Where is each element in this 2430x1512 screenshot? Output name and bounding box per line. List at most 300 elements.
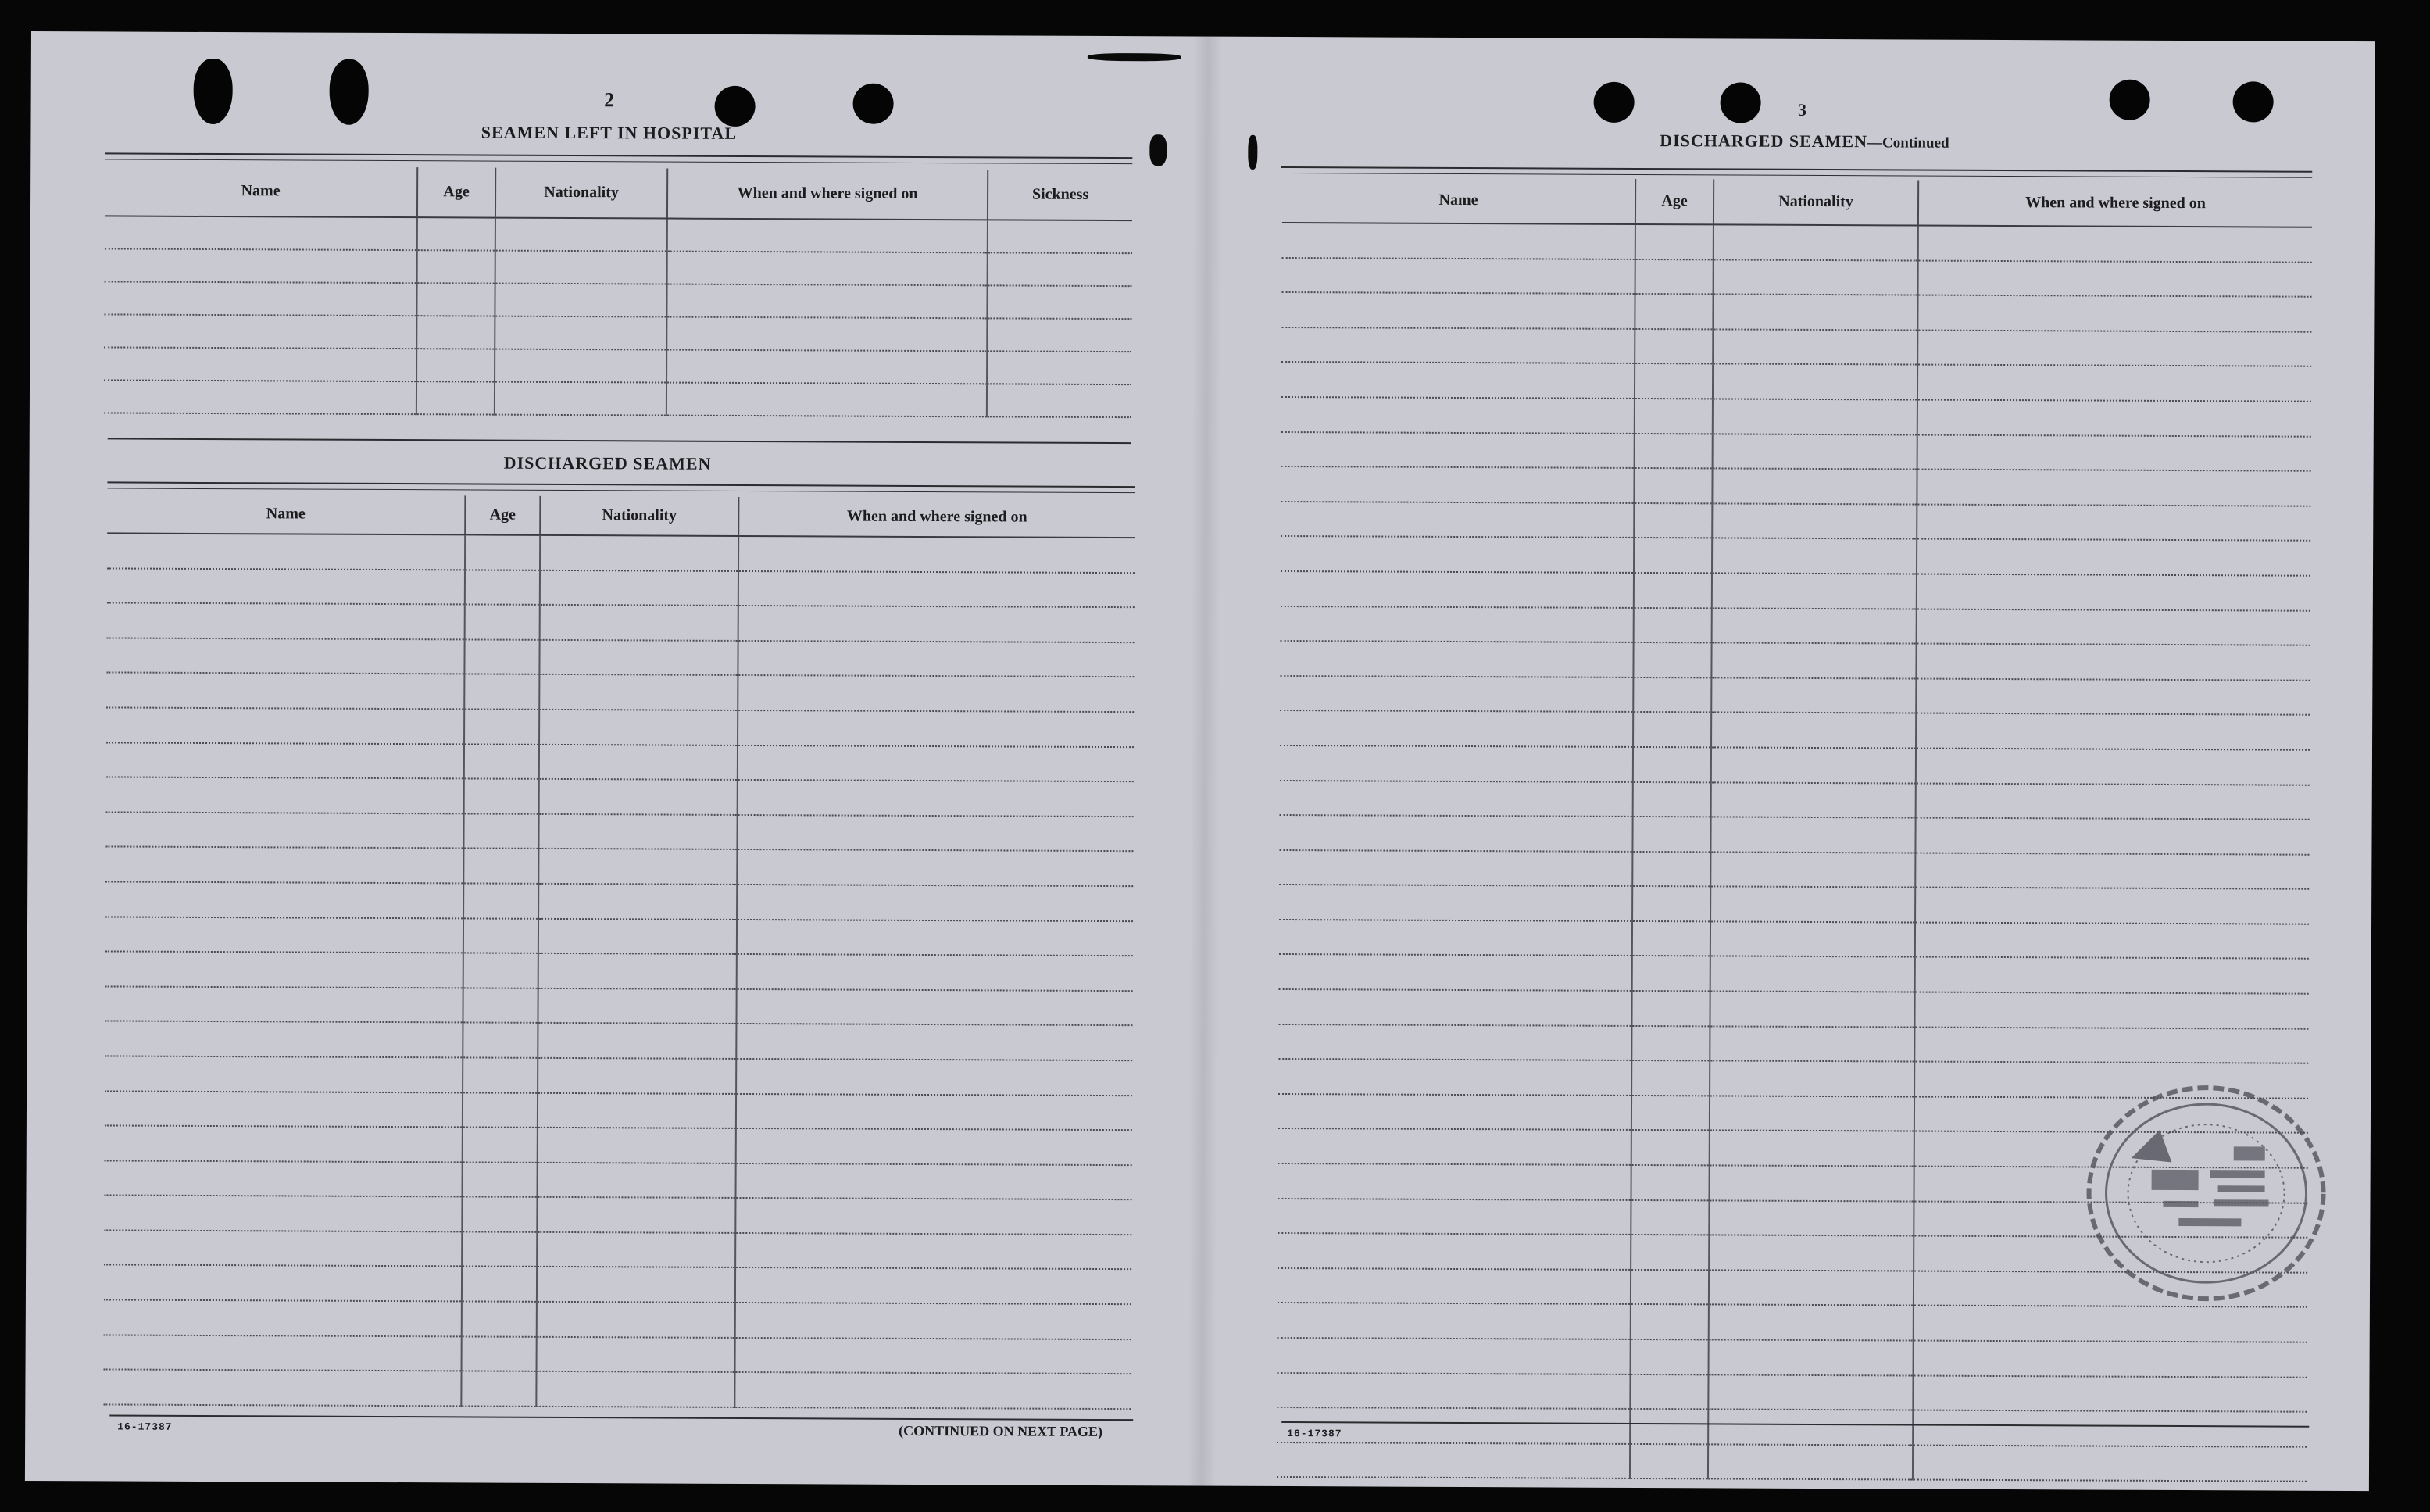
table-cell (1712, 608, 1917, 644)
table-cell (1913, 1410, 2307, 1447)
table-cell (1633, 781, 1711, 817)
table-cell (538, 953, 737, 989)
table-row (105, 1160, 1132, 1199)
discharged-section-title: DISCHARGED SEAMEN (503, 452, 712, 474)
table-cell (1713, 295, 1917, 331)
table-cell (106, 777, 464, 814)
table-cell (1713, 434, 1917, 470)
table-row (1281, 432, 2311, 471)
column-header-name: Name (1282, 177, 1635, 224)
table-cell (1281, 571, 1634, 608)
table-cell (416, 349, 495, 381)
table-cell (1914, 1027, 2308, 1063)
table-cell (1913, 1445, 2307, 1482)
table-row (1278, 1338, 2307, 1377)
table-cell (1708, 1410, 1913, 1446)
column-header-sickness: Sickness (988, 170, 1132, 220)
column-header-signed-on: When and where signed on (1918, 181, 2312, 227)
table-row (1282, 223, 2312, 262)
table-row (1279, 850, 2309, 889)
table-cell (103, 1370, 461, 1407)
table-cell (105, 1126, 463, 1163)
table-row (105, 986, 1132, 1025)
table-cell (538, 884, 737, 920)
column-header-signed-on: When and where signed on (667, 169, 988, 220)
table-cell (106, 638, 464, 674)
table-row (103, 1370, 1131, 1409)
table-row (1281, 536, 2310, 575)
table-cell (987, 285, 1131, 319)
table-cell (1631, 1026, 1710, 1061)
table-cell (462, 1336, 537, 1371)
table-row (1278, 989, 2308, 1028)
table-cell (667, 219, 988, 253)
table-cell (1708, 1374, 1913, 1410)
table-cell (105, 847, 463, 884)
table-cell (1711, 643, 1916, 679)
table-cell (107, 603, 465, 640)
table-cell (1282, 223, 1635, 259)
table-cell (539, 710, 738, 745)
table-cell (735, 1163, 1131, 1200)
table-cell (1713, 329, 1917, 365)
table-cell (495, 349, 666, 383)
table-row (107, 533, 1135, 572)
table-cell (666, 350, 987, 384)
table-cell (1631, 1200, 1709, 1235)
table-cell (1630, 1409, 1708, 1444)
table-row (1281, 397, 2311, 436)
bottom-rule (109, 1414, 1133, 1421)
table-row (105, 881, 1133, 920)
table-cell (1281, 397, 1635, 434)
table-cell (495, 382, 666, 416)
table-cell (106, 707, 464, 744)
table-cell (735, 1233, 1131, 1270)
table-cell (1713, 364, 1917, 400)
table-cell (737, 849, 1133, 886)
table-cell (1710, 1096, 1914, 1131)
table-cell (738, 745, 1134, 782)
table-cell (1712, 538, 1917, 574)
table-cell (1710, 1026, 1914, 1062)
table-cell (1917, 400, 2311, 437)
table-cell (1916, 713, 2310, 750)
table-cell (463, 1057, 538, 1092)
table-row (107, 603, 1135, 642)
table-cell (1712, 469, 1917, 505)
table-row (105, 1021, 1132, 1060)
table-cell (1918, 226, 2312, 263)
table-row (1279, 815, 2309, 854)
table-cell (540, 535, 738, 571)
table-cell (104, 314, 416, 349)
table-cell (1711, 782, 1916, 818)
table-cell (988, 252, 1132, 286)
table-row (105, 1091, 1132, 1130)
table-cell (463, 953, 538, 988)
table-cell (1281, 292, 1635, 329)
table-cell (464, 779, 539, 814)
table-cell (538, 1058, 736, 1094)
table-cell (1710, 852, 1915, 888)
table-cell (465, 605, 540, 640)
table-cell (104, 1299, 462, 1336)
table-cell (1710, 956, 1915, 992)
table-cell (537, 1232, 735, 1268)
table-cell (464, 709, 539, 744)
table-cell (1710, 991, 1914, 1027)
table-cell (1916, 783, 2310, 820)
table-row (1281, 606, 2310, 645)
table-cell (1633, 712, 1711, 747)
table-cell (737, 954, 1133, 991)
table-cell (735, 1198, 1131, 1235)
table-row (1280, 780, 2310, 819)
table-cell (738, 571, 1135, 608)
table-row (105, 917, 1133, 956)
table-cell (1634, 468, 1712, 503)
table-cell (417, 217, 495, 250)
table-cell (1281, 606, 1634, 643)
table-cell (538, 1092, 736, 1128)
title-main: DISCHARGED SEAMEN (1660, 130, 1868, 152)
table-cell (105, 1160, 463, 1197)
table-cell (1635, 434, 1713, 469)
table-row (104, 281, 1131, 319)
table-row (1281, 466, 2310, 506)
table-cell (1913, 1375, 2307, 1412)
table-row (1277, 1373, 2307, 1412)
table-cell (107, 568, 465, 605)
table-header-row (105, 166, 1132, 220)
table-cell (495, 284, 666, 317)
table-cell (1634, 538, 1712, 573)
table-cell (106, 742, 464, 779)
table-row (104, 380, 1131, 417)
table-cell (104, 1230, 462, 1267)
column-header-age: Age (417, 167, 495, 217)
table-cell (105, 881, 463, 918)
table-cell (1634, 607, 1712, 642)
table-cell (1633, 747, 1711, 782)
table-cell (104, 380, 416, 414)
column-header-name: Name (105, 166, 417, 217)
table-row (106, 638, 1134, 677)
table-cell (540, 605, 738, 641)
title-continued: —Continued (1867, 134, 1949, 152)
table-row (105, 216, 1132, 253)
table-cell (1635, 399, 1713, 434)
table-cell (538, 1023, 736, 1059)
title-rule (107, 481, 1135, 493)
table-cell (538, 1128, 736, 1163)
table-cell (537, 1267, 735, 1303)
page-number: 2 (604, 88, 615, 112)
table-cell (465, 570, 540, 605)
table-cell (416, 283, 495, 316)
table-cell (666, 317, 987, 352)
table-cell (537, 1336, 735, 1372)
table-cell (1914, 1306, 2307, 1342)
table-cell (1279, 920, 1632, 956)
table-cell (1635, 259, 1714, 295)
table-cell (738, 641, 1134, 677)
table-cell (1714, 259, 1918, 295)
table-cell (1278, 1128, 1631, 1165)
table-row (105, 1126, 1132, 1165)
table-cell (737, 919, 1133, 956)
table-row (106, 707, 1134, 746)
table-cell (464, 674, 539, 710)
table-row (104, 1265, 1131, 1304)
table-cell (1917, 609, 2310, 645)
discharged-table (103, 494, 1135, 1410)
table-cell (738, 606, 1135, 642)
table-cell (539, 779, 738, 815)
title-rule (1281, 166, 2312, 178)
table-cell (736, 1059, 1132, 1096)
discharged-continued-title (1624, 130, 1984, 152)
table-cell (1282, 258, 1635, 295)
table-cell (462, 1197, 537, 1232)
table-cell (1277, 1442, 1630, 1479)
table-cell (540, 570, 738, 606)
table-cell (1281, 327, 1635, 364)
table-cell (105, 952, 463, 988)
table-cell (1631, 1165, 1709, 1200)
table-cell (536, 1371, 734, 1407)
table-cell (1917, 574, 2310, 610)
table-cell (1281, 432, 1635, 469)
table-cell (1635, 363, 1713, 399)
table-cell (105, 986, 463, 1023)
table-row (1281, 571, 2310, 610)
table-cell (987, 318, 1131, 352)
table-cell (987, 384, 1131, 417)
continued-note: (CONTINUED ON NEXT PAGE) (899, 1422, 1103, 1439)
table-cell (1278, 1094, 1631, 1131)
table-cell (1632, 921, 1710, 956)
table-cell (104, 1196, 462, 1232)
table-row (106, 777, 1134, 817)
table-cell (104, 1265, 462, 1302)
table-cell (1631, 1096, 1710, 1131)
table-header-row (1282, 177, 2312, 227)
table-row (1277, 1407, 2307, 1446)
table-cell (1633, 677, 1711, 713)
table-cell (738, 536, 1135, 573)
table-cell (736, 989, 1132, 1026)
table-cell (1632, 956, 1710, 991)
table-cell (416, 316, 495, 349)
table-cell (1632, 817, 1710, 852)
table-cell (1914, 992, 2308, 1029)
table-cell (105, 1091, 463, 1128)
table-row (1281, 502, 2310, 541)
table-cell (463, 1023, 538, 1058)
table-cell (988, 220, 1132, 253)
table-cell (1917, 504, 2310, 541)
form-code: 16-17387 (117, 1421, 173, 1433)
table-cell (1279, 954, 1632, 991)
table-row (104, 1299, 1131, 1339)
table-cell (1709, 1270, 1914, 1306)
table-row (1280, 641, 2310, 680)
table-cell (1278, 1233, 1631, 1270)
table-cell (1916, 644, 2310, 681)
table-cell (1281, 536, 1634, 573)
table-cell (1710, 817, 1915, 853)
table-cell (1713, 399, 1917, 434)
table-cell (465, 534, 540, 570)
table-cell (105, 216, 417, 250)
table-cell (1280, 745, 1633, 782)
table-cell (1279, 815, 1632, 852)
table-row (104, 1230, 1131, 1269)
column-header-name: Name (107, 494, 465, 534)
table-cell (735, 1267, 1131, 1304)
table-cell (538, 988, 736, 1024)
table-cell (738, 780, 1134, 817)
table-cell (104, 281, 416, 316)
table-cell (1631, 1304, 1709, 1339)
table-cell (495, 218, 667, 252)
table-cell (106, 673, 464, 710)
table-row (105, 952, 1133, 991)
table-row (1279, 920, 2309, 959)
table-row (105, 812, 1133, 851)
table-cell (105, 1056, 463, 1092)
table-cell (1631, 1235, 1709, 1270)
table-cell (105, 248, 417, 283)
table-cell (1917, 539, 2310, 576)
table-cell (1709, 1339, 1914, 1375)
table-cell (462, 1231, 537, 1267)
table-cell (495, 316, 666, 350)
table-cell (1632, 852, 1710, 887)
table-cell (1281, 362, 1635, 399)
left-page (25, 31, 1203, 1486)
table-cell (1916, 678, 2310, 715)
table-cell (105, 812, 463, 849)
table-cell (1278, 1303, 1631, 1339)
table-cell (736, 1128, 1132, 1165)
table-cell (1712, 503, 1917, 539)
table-cell (1711, 677, 1916, 713)
table-cell (1281, 502, 1634, 538)
table-cell (464, 639, 539, 674)
table-cell (736, 1024, 1132, 1060)
table-cell (416, 381, 495, 414)
table-cell (735, 1303, 1131, 1339)
table-cell (1280, 676, 1633, 713)
table-row (105, 847, 1133, 886)
table-cell (462, 1267, 537, 1302)
table-cell (1915, 922, 2309, 959)
section-rule (108, 438, 1131, 444)
table-cell (463, 1092, 538, 1128)
table-cell (1711, 713, 1916, 749)
page-number: 3 (1798, 99, 1807, 120)
table-cell (105, 1021, 463, 1058)
table-cell (1915, 888, 2309, 924)
table-cell (495, 251, 667, 284)
table-row (1281, 327, 2311, 366)
title-rule (105, 152, 1132, 164)
table-cell (1914, 1341, 2307, 1378)
table-cell (734, 1372, 1131, 1409)
table-cell (1631, 1339, 1709, 1374)
table-cell (1278, 1163, 1631, 1200)
table-cell (107, 533, 465, 570)
table-row (1279, 954, 2309, 993)
table-cell (1280, 710, 1633, 747)
column-header-nationality: Nationality (1714, 179, 1918, 225)
table-cell (104, 1335, 462, 1371)
table-cell (463, 883, 538, 918)
table-cell (539, 640, 738, 676)
table-cell (737, 815, 1133, 852)
ink-stamp (2077, 1075, 2335, 1310)
table-cell (1917, 330, 2311, 366)
column-header-signed-on: When and where signed on (738, 497, 1135, 538)
column-header-nationality: Nationality (540, 496, 738, 536)
table-cell (1277, 1373, 1630, 1410)
table-cell (1278, 989, 1631, 1026)
table-row (104, 347, 1131, 384)
table-row (1282, 258, 2312, 297)
table-cell (461, 1371, 536, 1407)
table-cell (1917, 470, 2310, 506)
table-row (106, 742, 1134, 781)
column-header-age: Age (465, 495, 540, 534)
table-cell (105, 917, 463, 953)
table-row (104, 1335, 1131, 1374)
table-row (104, 1196, 1131, 1235)
table-cell (1631, 1130, 1710, 1165)
table-cell (1917, 295, 2311, 332)
table-cell (1634, 573, 1712, 608)
table-cell (666, 383, 987, 417)
table-cell (1710, 1131, 1914, 1167)
table-cell (1917, 434, 2311, 471)
table-cell (1711, 747, 1916, 783)
table-cell (1709, 1165, 1914, 1201)
table-cell (1918, 260, 2312, 297)
table-row (1277, 1442, 2307, 1482)
table-cell (1635, 224, 1714, 259)
table-cell (1708, 1444, 1913, 1480)
table-cell (1278, 1268, 1631, 1305)
table-cell (462, 1162, 537, 1197)
table-cell (538, 918, 737, 954)
hospital-table (104, 166, 1132, 418)
table-cell (1915, 957, 2309, 994)
table-cell (987, 351, 1131, 384)
table-cell (1634, 503, 1712, 538)
table-cell (1635, 329, 1713, 364)
table-cell (537, 1197, 735, 1233)
table-cell (738, 675, 1134, 712)
table-cell (1278, 1338, 1631, 1374)
table-cell (1712, 573, 1917, 609)
table-cell (538, 849, 737, 885)
table-cell (463, 1128, 538, 1163)
table-cell (1915, 853, 2309, 889)
table-cell (104, 347, 416, 381)
table-row (1280, 710, 2310, 749)
